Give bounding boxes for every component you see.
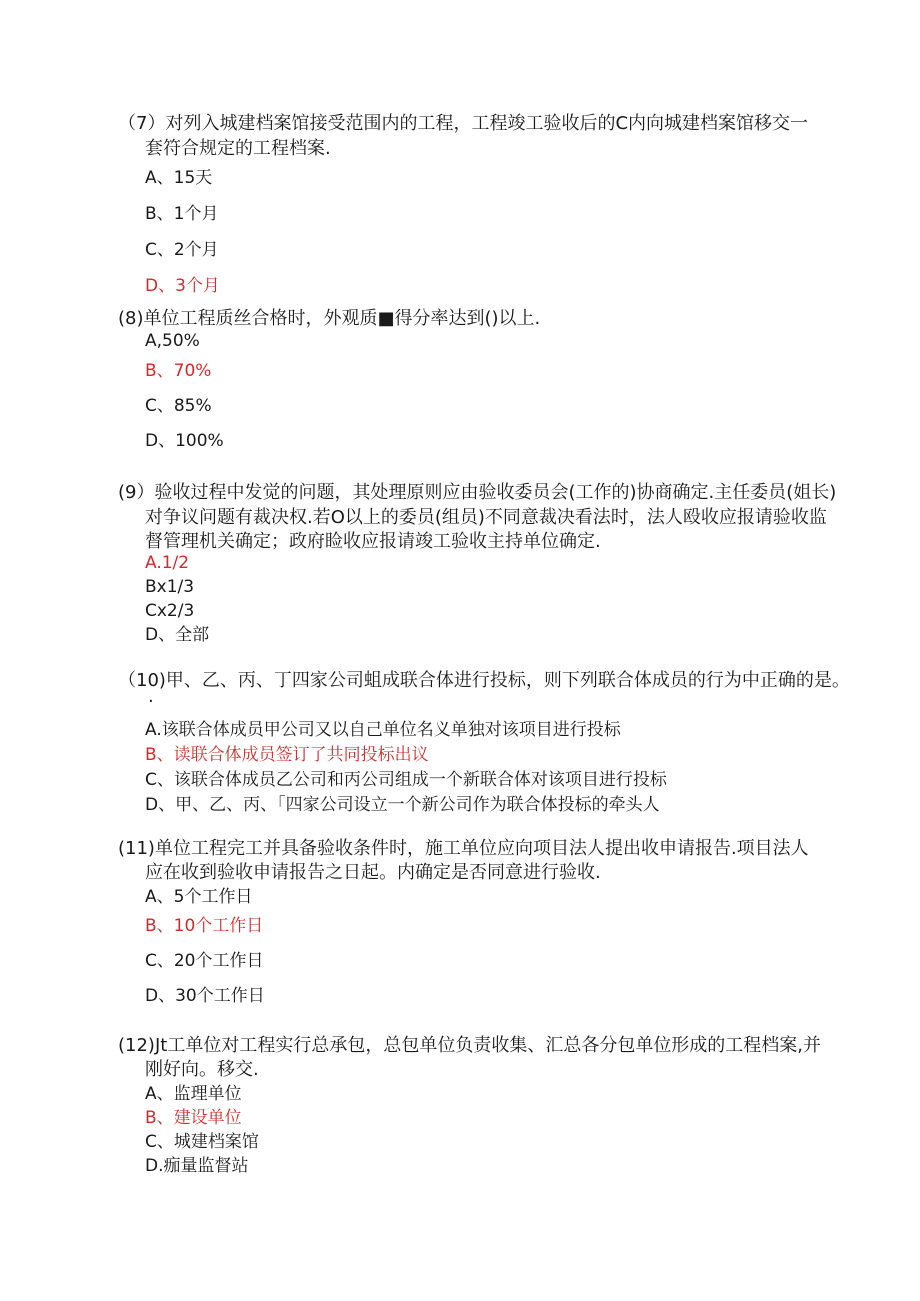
question-11-option-d: D、30个工作日 [145,986,265,1006]
question-10-stem-line-1: （10)甲、乙、丙、丁四家公司蛆成联合体进行投标，则下列联合体成员的行为中正确的是。 [118,670,850,691]
question-10-option-b-answer: B、读联合体成员签订了共同投标出议 [145,745,429,765]
question-8-option-c: C、85% [145,396,212,416]
question-11-option-b-answer: B、10个工作日 [145,916,264,936]
question-10-stem-line-2: · [148,691,154,712]
question-10-option-d: D、甲、乙、丙、「四家公司设立一个新公司作为联合体投标的牵头人 [145,795,660,815]
question-7-option-a: A、15天 [145,168,213,188]
question-7-stem-line-1: （7）对列入城建档案馆接受范围内的工程，工程竣工验收后的C内向城建档案馆移交一 [118,113,809,134]
question-11-stem-line-2: 应在收到验收申请报告之日起。内确定是否同意进行验收. [145,862,601,883]
question-7-option-c: C、2个月 [145,240,219,260]
question-12-stem-line-1: (12)Jt工单位对工程实行总承包，总包单位负责收集、汇总各分包单位形成的工程档案,并 [118,1035,822,1056]
question-11-option-a: A、5个工作日 [145,887,253,907]
question-8-stem-line-1: (8)单位工程质丝合格时，外观质■得分率达到()以上. [118,308,541,329]
question-9-option-d: D、全部 [145,625,210,645]
question-9-option-b: Bx1/3 [145,577,195,597]
question-12-option-b-answer: B、建设单位 [145,1108,242,1128]
question-9-stem-line-1: (9）验收过程中发觉的问题，其处理原则应由验收委员会(工作的)协商确定.主任委员(姐长) [118,482,837,503]
question-7-option-d-answer: D、3个月 [145,276,220,296]
question-11-stem-line-1: (11)单位工程完工并具备验收条件时，施工单位应向项目法人提出收申请报告.项目法人 [118,838,809,859]
question-10-option-a: A.该联合体成员甲公司又以自己单位名义单独对该项目进行投标 [145,720,621,740]
question-11-option-c: C、20个工作日 [145,951,264,971]
question-9-stem-line-2: 对争议问题有裁决权.若O以上的委员(组员)不同意裁决看法时，法人殴收应报请验收监 [145,507,827,528]
question-7-stem-line-2: 套符合规定的工程档案. [145,138,331,159]
question-12-option-c: C、城建档案馆 [145,1132,259,1152]
question-8-option-b-answer: B、70% [145,361,212,381]
question-10-option-c: C、该联合体成员乙公司和丙公司组成一个新联合体对该项目进行投标 [145,770,667,790]
question-8-option-d: D、100% [145,431,224,451]
question-12-option-a: A、监理单位 [145,1084,242,1104]
question-9-stem-line-3: 督管理机关确定；政府睑收应报请竣工验收主持单位确定. [145,531,601,552]
question-12-stem-line-2: 刚好向。移交. [145,1059,259,1080]
question-8-option-a: A,50% [145,331,200,351]
question-9-option-a-answer: A.1/2 [145,553,190,573]
question-7-option-b: B、1个月 [145,204,219,224]
question-9-option-c: Cx2/3 [145,601,195,621]
question-12-option-d: D.痂量监督站 [145,1156,249,1176]
